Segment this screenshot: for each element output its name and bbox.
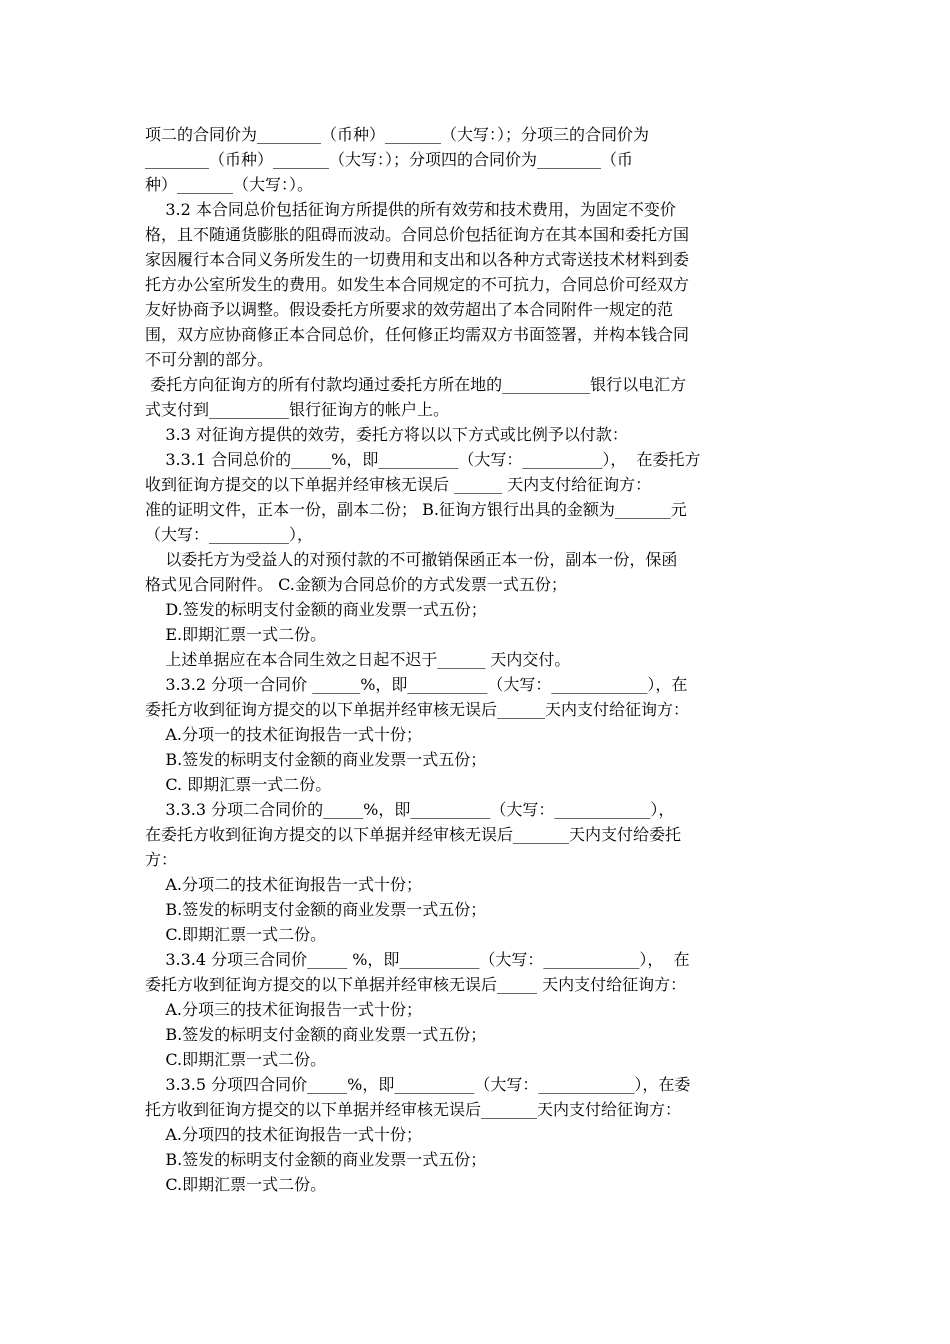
text-line: ________（币种）_______（大写：）；分项四的合同价为________（币 bbox=[145, 150, 634, 169]
text-line: 围，双方应协商修正本合同总价，任何修正均需双方书面签署，并构本钱合同 bbox=[145, 325, 690, 344]
text-line: 方： bbox=[145, 850, 178, 869]
text-line: 友好协商予以调整。假设委托方所要求的效劳超出了本合同附件一规定的范 bbox=[145, 300, 674, 319]
text-line: 上述单据应在本合同生效之日起不迟于______ 天内交付。 bbox=[145, 650, 571, 669]
text-line: 3.3.4 分项三合同价_____ %，即__________（大写：____________）， 在 bbox=[145, 950, 690, 969]
text-line: A.分项三的技术征询报告一式十份； bbox=[145, 1000, 422, 1019]
text-line: D.签发的标明支付金额的商业发票一式五份； bbox=[145, 600, 487, 619]
text-line: 以委托方为受益人的对预付款的不可撤销保函正本一份，副本一份，保函 bbox=[145, 550, 678, 569]
text-line: 委托方收到征询方提交的以下单据并经审核无误后_____ 天内支付给征询方： bbox=[145, 975, 687, 994]
text-line: 托方收到征询方提交的以下单据并经审核无误后_______天内支付给征询方： bbox=[145, 1100, 682, 1119]
text-line: 项二的合同价为________（币种）_______（大写：）；分项三的合同价为 bbox=[145, 125, 650, 144]
text-line: B.签发的标明支付金额的商业发票一式五份； bbox=[145, 750, 487, 769]
text-line: 收到征询方提交的以下单据并经审核无误后 ______ 天内支付给征询方： bbox=[145, 475, 652, 494]
text-line: 3.3.5 分项四合同价_____%，即__________（大写：____________），在委 bbox=[145, 1075, 691, 1094]
text-line: B.签发的标明支付金额的商业发票一式五份； bbox=[145, 900, 487, 919]
text-line: B.签发的标明支付金额的商业发票一式五份； bbox=[145, 1025, 487, 1044]
text-line: E.即期汇票一式二份。 bbox=[145, 625, 327, 644]
text-line: （大写：__________）， bbox=[145, 525, 314, 544]
text-line: 格，且不随通货膨胀的阻碍而波动。合同总价包括征询方在其本国和委托方国 bbox=[145, 225, 690, 244]
text-line: 委托方向征询方的所有付款均通过委托方所在地的___________银行以电汇方 bbox=[145, 375, 687, 394]
text-line: 不可分割的部分。 bbox=[145, 350, 274, 369]
text-line: 3.3.2 分项一合同价 ______%，即__________（大写：____________），在 bbox=[145, 675, 688, 694]
text-line: 3.3.1 合同总价的_____%，即__________（大写：__________）， 在委托方 bbox=[145, 450, 701, 469]
text-line: A.分项四的技术征询报告一式十份； bbox=[145, 1125, 422, 1144]
text-line: 委托方收到征询方提交的以下单据并经审核无误后______天内支付给征询方： bbox=[145, 700, 690, 719]
text-line: 家因履行本合同义务所发生的一切费用和支出和以各种方式寄送技术材料到委 bbox=[145, 250, 690, 269]
text-line: 3.3.3 分项二合同价的_____%，即__________（大写：____________）， bbox=[145, 800, 675, 819]
text-line: 3.2 本合同总价包括征询方所提供的所有效劳和技术费用，为固定不变价 bbox=[145, 200, 676, 219]
document-page bbox=[145, 122, 810, 1197]
text-line: A.分项二的技术征询报告一式十份； bbox=[145, 875, 422, 894]
text-line: 式支付到__________银行征询方的帐户上。 bbox=[145, 400, 450, 419]
text-line: C. 即期汇票一式二份。 bbox=[145, 775, 332, 794]
text-line: 种）_______（大写：）。 bbox=[145, 175, 314, 194]
text-line: C.即期汇票一式二份。 bbox=[145, 925, 327, 944]
text-line: 托方办公室所发生的费用。如发生本合同规定的不可抗力，合同总价可经双方 bbox=[145, 275, 690, 294]
text-line: 准的证明文件，正本一份，副本二份； B.征询方银行出具的金额为_______元 bbox=[145, 500, 687, 519]
text-line: 在委托方收到征询方提交的以下单据并经审核无误后_______天内支付给委托 bbox=[145, 825, 682, 844]
text-line: A.分项一的技术征询报告一式十份； bbox=[145, 725, 422, 744]
text-line: B.签发的标明支付金额的商业发票一式五份； bbox=[145, 1150, 487, 1169]
text-line: C.即期汇票一式二份。 bbox=[145, 1175, 327, 1194]
text-line: 3.3 对征询方提供的效劳，委托方将以以下方式或比例予以付款： bbox=[145, 425, 628, 444]
text-line: 格式见合同附件。 C.金额为合同总价的方式发票一式五份； bbox=[145, 575, 567, 594]
text-line: C.即期汇票一式二份。 bbox=[145, 1050, 327, 1069]
